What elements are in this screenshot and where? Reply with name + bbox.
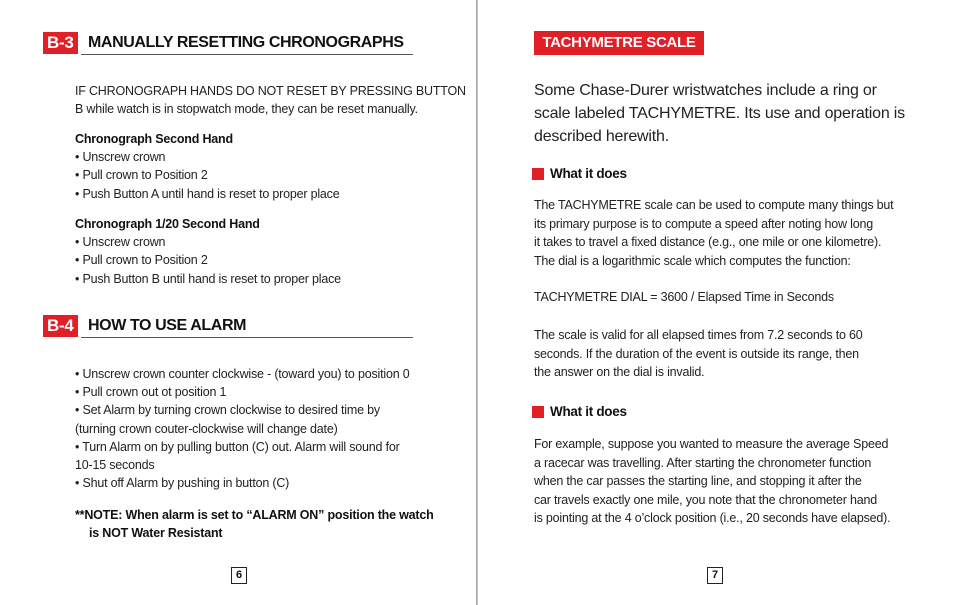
section-divider-line	[81, 337, 413, 338]
list-item: • Pull crown to Position 2	[75, 168, 208, 183]
b3-intro-line: B while watch is in stopwatch mode, they can be reset manually.	[75, 102, 418, 117]
page-number-6: 6	[231, 567, 247, 584]
intro-line: scale labeled TACHYMETRE. Its use and operation is	[534, 105, 905, 122]
intro-line: described herewith.	[534, 128, 669, 145]
list-item: • Unscrew crown	[75, 235, 166, 250]
example-paragraph	[534, 435, 890, 528]
section-b3-heading	[43, 32, 413, 56]
alarm-steps	[75, 365, 409, 492]
page-number-7: 7	[707, 567, 723, 584]
twentieth-hand-block	[75, 215, 341, 288]
section-b4-heading	[43, 315, 413, 339]
second-hand-heading: Chronograph Second Hand	[75, 132, 233, 146]
what-it-does-para-1	[534, 196, 893, 270]
para-line: The dial is a logarithmic scale which computes the function:	[534, 253, 851, 268]
para-line: car travels exactly one mile, you note that the chronometer hand	[534, 492, 877, 507]
red-square-bullet	[532, 168, 544, 180]
para-line: its primary purpose is to compute a speed after noting how long	[534, 216, 873, 231]
section-title-b4: HOW TO USE ALARM	[88, 317, 247, 334]
note-line: **NOTE: When alarm is set to “ALARM ON” position the watch	[75, 508, 434, 522]
section-title-b3: MANUALLY RESETTING CHRONOGRAPHS	[88, 34, 404, 51]
list-item: • Set Alarm by turning crown clockwise to desired time by	[75, 403, 380, 418]
para-line: a racecar was travelling. After starting the chronometer function	[534, 455, 872, 470]
note-line: is NOT Water Resistant	[89, 526, 223, 541]
para-line: it takes to travel a fixed distance (e.g., one mile or one kilometre).	[534, 235, 882, 249]
para-line: is pointing at the 4 o’clock position (i.e., 20 seconds have elapsed).	[534, 511, 891, 525]
section-badge-b3: B-3	[43, 32, 78, 54]
list-item: (turning crown couter-clockwise will change date)	[75, 421, 338, 436]
para-line: The scale is valid for all elapsed times from 7.2 seconds to 60	[534, 328, 863, 342]
tachymetre-formula: TACHYMETRE DIAL = 3600 / Elapsed Time in Seconds	[534, 290, 834, 304]
section-divider-line	[81, 54, 413, 55]
tachymetre-intro	[534, 79, 905, 148]
para-line: the answer on the dial is invalid.	[534, 365, 705, 379]
alarm-note	[75, 506, 434, 542]
list-item: • Pull crown out ot position 1	[75, 385, 227, 400]
sub-heading-text: What it does	[550, 404, 627, 419]
list-item: • Unscrew crown counter clockwise - (toward you) to position 0	[75, 367, 410, 381]
b3-intro	[75, 82, 466, 118]
second-hand-block	[75, 130, 340, 203]
list-item: • Shut off Alarm by pushing in button (C)	[75, 476, 290, 491]
red-square-bullet	[532, 406, 544, 418]
sub-heading-text: What it does	[550, 166, 627, 181]
para-line: The TACHYMETRE scale can be used to compute many things but	[534, 198, 894, 212]
list-item: • Unscrew crown	[75, 150, 166, 165]
list-item: • Pull crown to Position 2	[75, 253, 208, 268]
intro-line: Some Chase-Durer wristwatches include a ring or	[534, 82, 877, 99]
what-it-does-para-2	[534, 326, 863, 382]
right-page	[478, 0, 954, 605]
para-line: For example, suppose you wanted to measure the average Speed	[534, 437, 889, 451]
section-badge-b4: B-4	[43, 315, 78, 337]
list-item: 10-15 seconds	[75, 458, 155, 473]
list-item: • Push Button A until hand is reset to proper place	[75, 186, 340, 201]
b3-intro-line: IF CHRONOGRAPH HANDS DO NOT RESET BY PRESSING BUTTON	[75, 84, 466, 98]
list-item: • Push Button B until hand is reset to proper place	[75, 271, 341, 286]
list-item: • Turn Alarm on by pulling button (C) out. Alarm will sound for	[75, 439, 400, 454]
tachymetre-title: TACHYMETRE SCALE	[534, 31, 704, 55]
twentieth-hand-heading: Chronograph 1/20 Second Hand	[75, 217, 260, 231]
para-line: seconds. If the duration of the event is outside its range, then	[534, 346, 859, 361]
para-line: when the car passes the starting line, and stopping it after the	[534, 474, 862, 488]
